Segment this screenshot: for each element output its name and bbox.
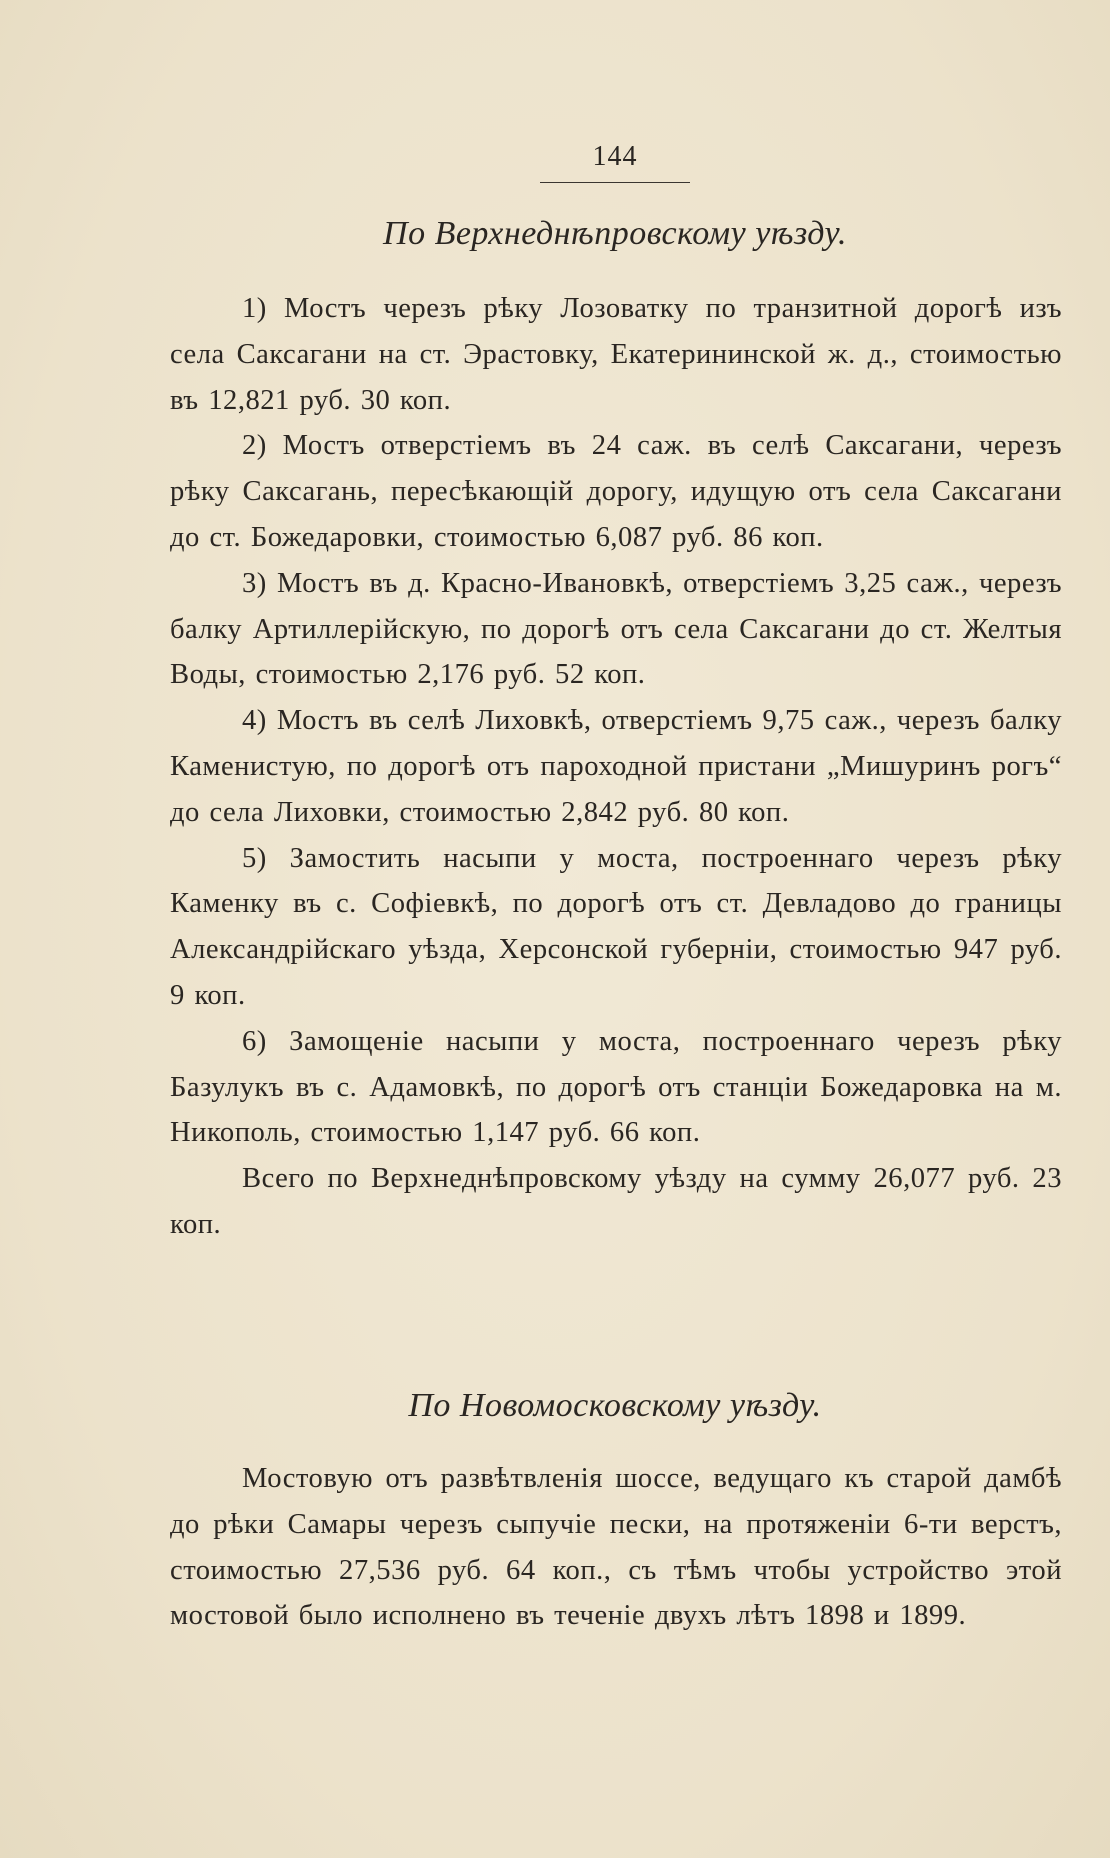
page-number: 144 (592, 141, 638, 172)
total-paragraph: Всего по Верхнеднѣпровскому уѣзду на сумму 26,077 руб. 23 коп. (170, 1163, 1062, 1240)
paragraph: Мостовую отъ развѣтвленія шоссе, ведущаго къ старой дамбѣ до рѣки Самары черезъ сыпучіе пески, на протяженіи 6-ти верстъ, стоимостью 27,536 руб. 64 коп., съ тѣмъ чтобы устройство этой мостовой было исполнено въ теченіе двухъ лѣтъ 1898 и 1899. (170, 1463, 1062, 1632)
section-heading-novomoskovsky: По Новомосковскому уѣзду. (408, 1387, 822, 1424)
paragraph: 6) Замощеніе насыпи у моста, построеннаго черезъ рѣку Базулукъ въ с. Адамовкѣ, по дорогѣ отъ станціи Божедаровка на м. Никополь, стоимостью 1,147 руб. 66 коп. (170, 1025, 1062, 1149)
paragraph: 5) Замостить насыпи у моста, построеннаго черезъ рѣку Каменку въ с. Софіевкѣ, по дорогѣ отъ ст. Девладово до границы Александрійскаго уѣзда, Херсонской губерніи, стоимостью 947 руб. 9 коп. (170, 842, 1062, 1011)
paragraph: 3) Мостъ въ д. Красно-Ивановкѣ, отверстіемъ 3,25 саж., черезъ балку Артиллерійскую, по дорогѣ отъ села Саксагани до ст. Желтыя Воды, стоимостью 2,176 руб. 52 коп. (170, 567, 1062, 691)
paragraph: 4) Мостъ въ селѣ Лиховкѣ, отверстіемъ 9,75 саж., черезъ балку Каменистую, по дорогѣ отъ пароходной пристани „Мишуринъ рогъ“ до села Лиховки, стоимостью 2,842 руб. 80 коп. (170, 705, 1062, 828)
section-body-novomoskovsky (170, 1456, 1062, 1639)
section-body-verkhnedneprovsky (170, 286, 1062, 1248)
paragraph: 1) Мостъ черезъ рѣку Лозоватку по транзитной дорогѣ изъ села Саксагани на ст. Эрастовку, Екатерининской ж. д., стоимостью въ 12,821 руб. 30 коп. (170, 293, 1062, 416)
paragraph: 2) Мостъ отверстіемъ въ 24 саж. въ селѣ Саксагани, черезъ рѣку Саксагань, пересѣкающій дорогу, идущую отъ села Саксагани до ст. Божедаровки, стоимостью 6,087 руб. 86 коп. (170, 430, 1062, 553)
page-number-rule (540, 182, 690, 183)
section-heading-verkhnedneprovsky: По Верхнеднѣпровскому уѣзду. (383, 215, 847, 252)
